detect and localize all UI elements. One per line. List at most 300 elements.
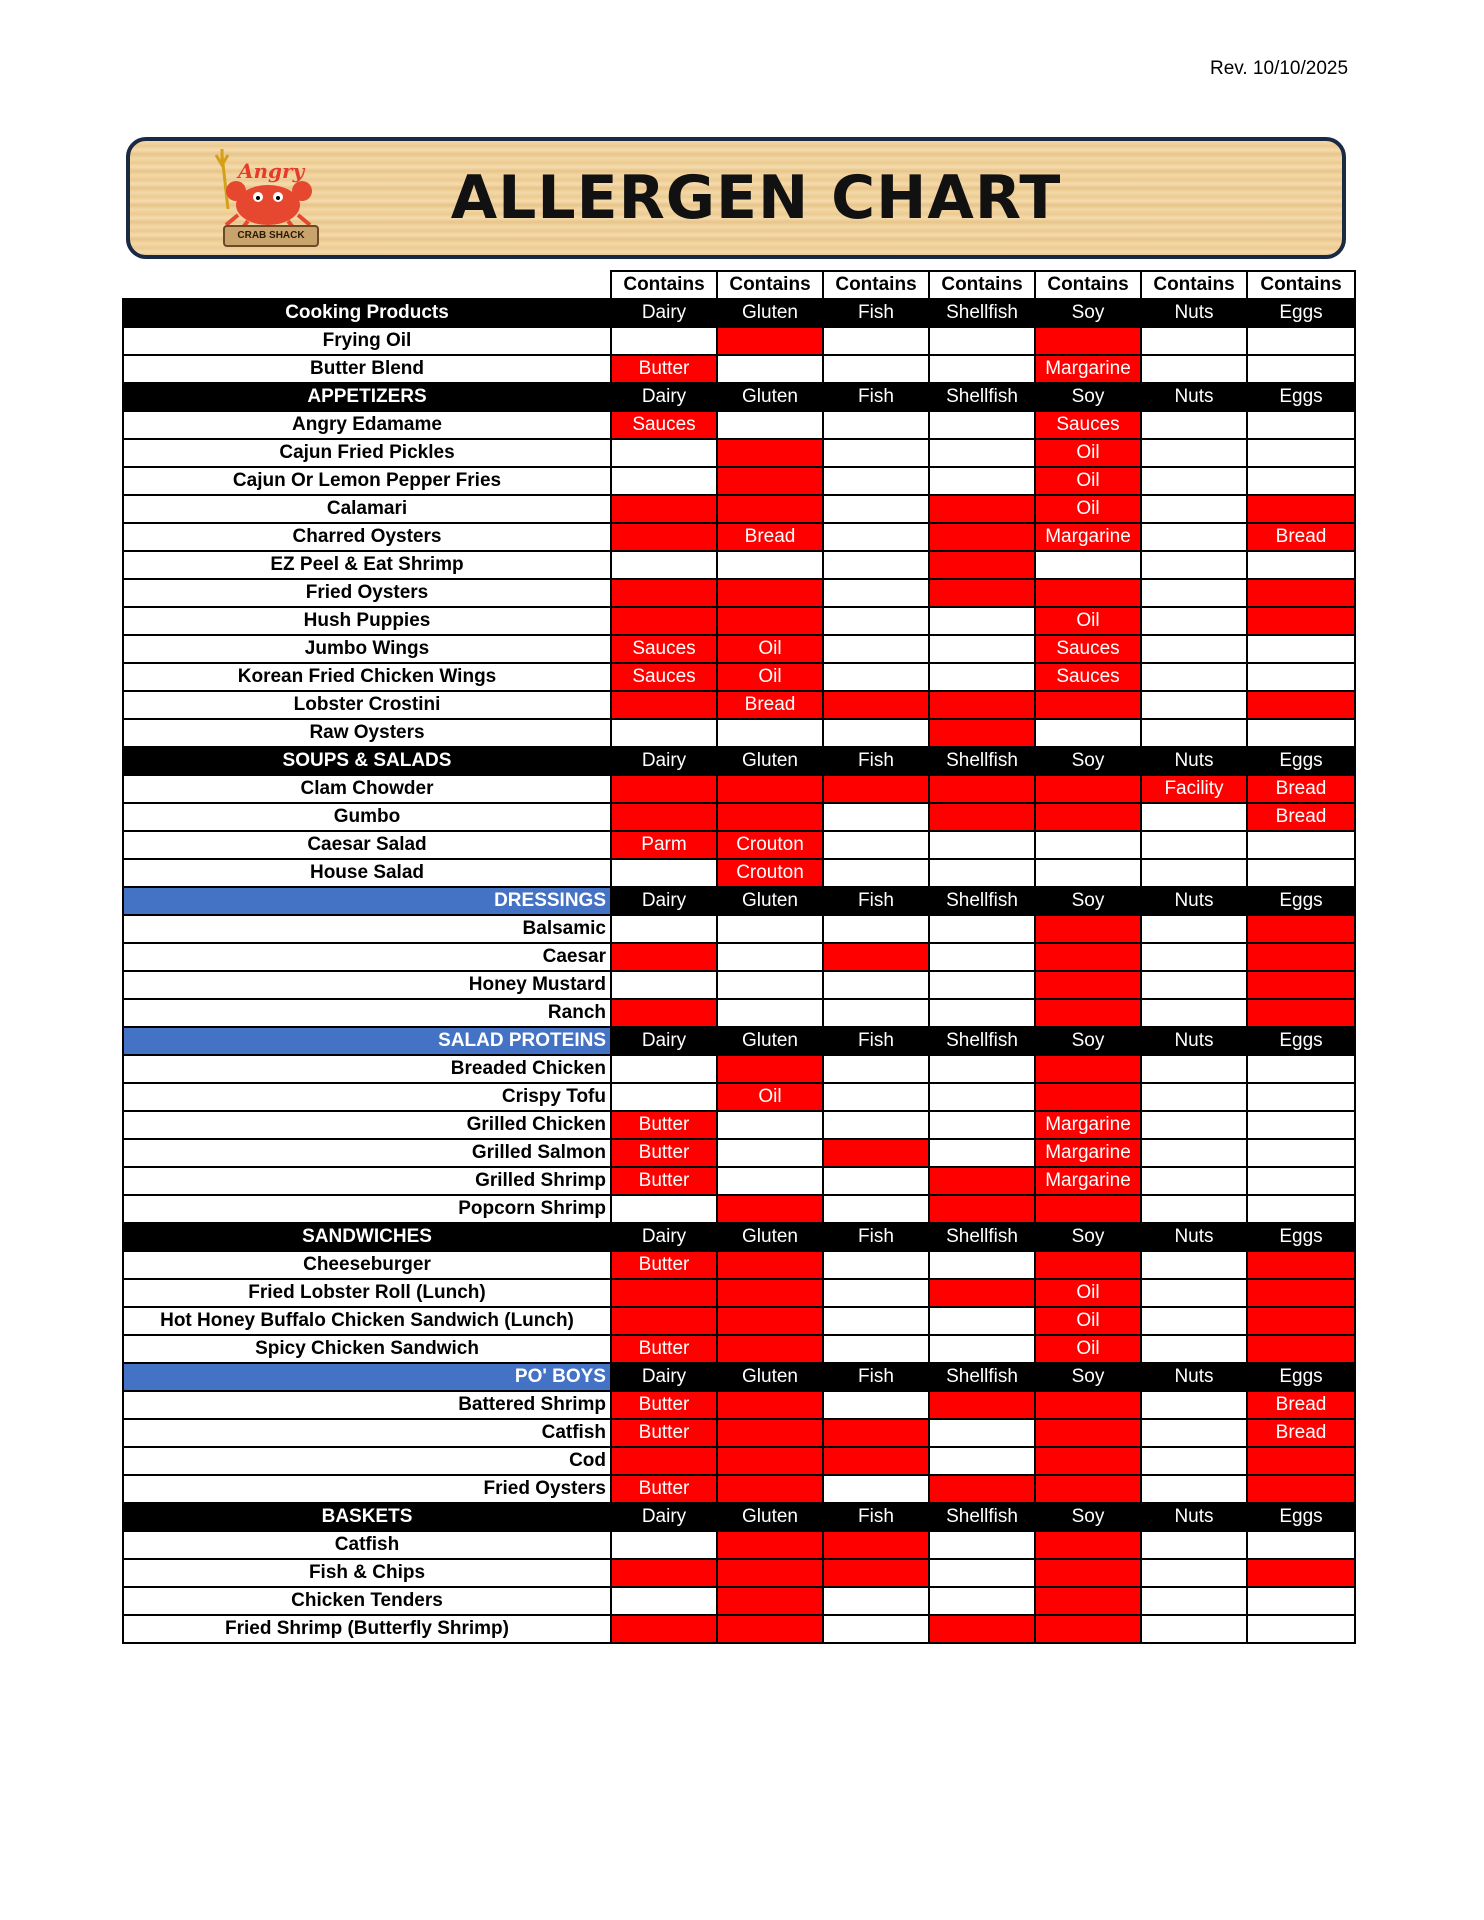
allergen-cell-gluten: [717, 1055, 823, 1083]
allergen-cell-gluten: Oil: [717, 1083, 823, 1111]
allergen-cell-dairy: Sauces: [611, 635, 717, 663]
allergen-cell-nuts: [1141, 1195, 1247, 1223]
column-header-gluten: Gluten: [717, 1223, 823, 1251]
menu-item-row: [123, 551, 1355, 579]
menu-item-row: [123, 1055, 1355, 1083]
column-header-dairy: Dairy: [611, 1363, 717, 1391]
allergen-cell-shellfish: [929, 1475, 1035, 1503]
allergen-cell-gluten: [717, 1391, 823, 1419]
allergen-cell-shellfish: [929, 467, 1035, 495]
allergen-cell-shellfish: [929, 1559, 1035, 1587]
menu-item-name: EZ Peel & Eat Shrimp: [123, 551, 611, 579]
menu-item-row: [123, 523, 1355, 551]
column-header-dairy: Dairy: [611, 1027, 717, 1055]
allergen-cell-dairy: [611, 523, 717, 551]
menu-item-name: Jumbo Wings: [123, 635, 611, 663]
allergen-cell-gluten: [717, 1475, 823, 1503]
allergen-cell-dairy: Butter: [611, 1335, 717, 1363]
menu-item-row: [123, 1167, 1355, 1195]
menu-item-row: [123, 1083, 1355, 1111]
section-title: SANDWICHES: [123, 1223, 611, 1251]
allergen-cell-gluten: [717, 495, 823, 523]
allergen-cell-eggs: [1247, 1335, 1355, 1363]
allergen-cell-dairy: Butter: [611, 1167, 717, 1195]
allergen-cell-soy: [1035, 943, 1141, 971]
section-title: PO' BOYS: [123, 1363, 611, 1391]
menu-item-row: [123, 1307, 1355, 1335]
menu-item-row: [123, 971, 1355, 999]
section-header-row: [123, 1223, 1355, 1251]
column-header-gluten: Gluten: [717, 1027, 823, 1055]
allergen-cell-shellfish: [929, 999, 1035, 1027]
menu-item-row: [123, 859, 1355, 887]
menu-item-name: Gumbo: [123, 803, 611, 831]
allergen-cell-soy: [1035, 1391, 1141, 1419]
section-title: Cooking Products: [123, 299, 611, 327]
column-header-gluten: Gluten: [717, 887, 823, 915]
menu-item-row: [123, 1419, 1355, 1447]
column-header-shellfish: Shellfish: [929, 1027, 1035, 1055]
logo-text: Angry: [238, 159, 305, 183]
allergen-cell-fish: [823, 663, 929, 691]
column-header-soy: Soy: [1035, 887, 1141, 915]
allergen-cell-soy: [1035, 327, 1141, 355]
allergen-cell-shellfish: [929, 1419, 1035, 1447]
column-header-eggs: Eggs: [1247, 383, 1355, 411]
menu-item-row: [123, 915, 1355, 943]
allergen-cell-eggs: [1247, 691, 1355, 719]
allergen-cell-fish: [823, 1447, 929, 1475]
allergen-cell-shellfish: [929, 607, 1035, 635]
allergen-cell-fish: [823, 551, 929, 579]
allergen-cell-soy: Margarine: [1035, 1167, 1141, 1195]
allergen-cell-fish: [823, 495, 929, 523]
allergen-cell-nuts: Facility: [1141, 775, 1247, 803]
allergen-cell-shellfish: [929, 1307, 1035, 1335]
allergen-cell-nuts: [1141, 1447, 1247, 1475]
allergen-cell-nuts: [1141, 1111, 1247, 1139]
allergen-cell-eggs: [1247, 663, 1355, 691]
menu-item-name: Fried Oysters: [123, 579, 611, 607]
menu-item-name: Chicken Tenders: [123, 1587, 611, 1615]
allergen-cell-nuts: [1141, 719, 1247, 747]
allergen-cell-gluten: [717, 579, 823, 607]
allergen-cell-eggs: Bread: [1247, 1391, 1355, 1419]
allergen-cell-soy: [1035, 1083, 1141, 1111]
allergen-cell-shellfish: [929, 775, 1035, 803]
menu-item-name: Cod: [123, 1447, 611, 1475]
column-header-fish: Fish: [823, 1503, 929, 1531]
menu-item-name: Clam Chowder: [123, 775, 611, 803]
menu-item-row: [123, 1251, 1355, 1279]
allergen-cell-shellfish: [929, 1531, 1035, 1559]
allergen-cell-gluten: [717, 439, 823, 467]
allergen-cell-eggs: [1247, 1587, 1355, 1615]
column-header-eggs: Eggs: [1247, 1223, 1355, 1251]
allergen-cell-soy: Oil: [1035, 607, 1141, 635]
allergen-cell-shellfish: [929, 915, 1035, 943]
allergen-cell-nuts: [1141, 999, 1247, 1027]
revision-date: Rev. 10/10/2025: [1210, 58, 1349, 79]
column-header-dairy: Dairy: [611, 383, 717, 411]
allergen-cell-nuts: [1141, 1279, 1247, 1307]
allergen-cell-soy: Margarine: [1035, 1111, 1141, 1139]
allergen-cell-nuts: [1141, 1083, 1247, 1111]
allergen-cell-soy: [1035, 1587, 1141, 1615]
menu-item-name: Korean Fried Chicken Wings: [123, 663, 611, 691]
menu-item-name: Crispy Tofu: [123, 1083, 611, 1111]
allergen-cell-eggs: [1247, 1615, 1355, 1643]
allergen-cell-shellfish: [929, 495, 1035, 523]
allergen-cell-soy: Margarine: [1035, 355, 1141, 383]
menu-item-name: Caesar: [123, 943, 611, 971]
column-header-dairy: Dairy: [611, 1223, 717, 1251]
allergen-cell-eggs: [1247, 719, 1355, 747]
allergen-cell-nuts: [1141, 1167, 1247, 1195]
allergen-cell-eggs: [1247, 355, 1355, 383]
allergen-cell-eggs: [1247, 467, 1355, 495]
menu-item-row: [123, 411, 1355, 439]
allergen-cell-soy: [1035, 1419, 1141, 1447]
allergen-cell-nuts: [1141, 1335, 1247, 1363]
column-header-fish: Fish: [823, 1223, 929, 1251]
allergen-cell-shellfish: [929, 803, 1035, 831]
allergen-cell-nuts: [1141, 1391, 1247, 1419]
allergen-cell-shellfish: [929, 635, 1035, 663]
menu-item-name: Grilled Chicken: [123, 1111, 611, 1139]
allergen-cell-nuts: [1141, 607, 1247, 635]
header-spacer: [123, 271, 611, 299]
menu-item-name: Cajun Or Lemon Pepper Fries: [123, 467, 611, 495]
allergen-cell-gluten: [717, 1139, 823, 1167]
menu-item-name: Honey Mustard: [123, 971, 611, 999]
allergen-cell-eggs: [1247, 1251, 1355, 1279]
allergen-cell-shellfish: [929, 1111, 1035, 1139]
allergen-cell-shellfish: [929, 971, 1035, 999]
section-title: SOUPS & SALADS: [123, 747, 611, 775]
allergen-cell-shellfish: [929, 1195, 1035, 1223]
allergen-cell-eggs: [1247, 1111, 1355, 1139]
column-header-gluten: Gluten: [717, 747, 823, 775]
allergen-cell-gluten: [717, 915, 823, 943]
allergen-cell-fish: [823, 1475, 929, 1503]
allergen-cell-fish: [823, 859, 929, 887]
allergen-cell-fish: [823, 327, 929, 355]
column-header-shellfish: Shellfish: [929, 383, 1035, 411]
menu-item-name: Fish & Chips: [123, 1559, 611, 1587]
allergen-cell-eggs: [1247, 1531, 1355, 1559]
column-header-fish: Fish: [823, 383, 929, 411]
menu-item-name: Charred Oysters: [123, 523, 611, 551]
menu-item-row: [123, 327, 1355, 355]
allergen-cell-fish: [823, 1055, 929, 1083]
column-header-eggs: Eggs: [1247, 1027, 1355, 1055]
allergen-cell-dairy: Sauces: [611, 663, 717, 691]
allergen-cell-eggs: [1247, 831, 1355, 859]
menu-item-row: [123, 355, 1355, 383]
allergen-cell-eggs: [1247, 1307, 1355, 1335]
menu-item-name: Butter Blend: [123, 355, 611, 383]
column-header-soy: Soy: [1035, 1503, 1141, 1531]
allergen-cell-shellfish: [929, 1335, 1035, 1363]
allergen-cell-eggs: [1247, 1083, 1355, 1111]
allergen-cell-shellfish: [929, 551, 1035, 579]
section-title: SALAD PROTEINS: [123, 1027, 611, 1055]
allergen-cell-nuts: [1141, 831, 1247, 859]
allergen-cell-shellfish: [929, 1447, 1035, 1475]
column-header-shellfish: Shellfish: [929, 1363, 1035, 1391]
allergen-cell-soy: [1035, 999, 1141, 1027]
allergen-cell-eggs: [1247, 971, 1355, 999]
allergen-cell-fish: [823, 1335, 929, 1363]
allergen-cell-fish: [823, 1531, 929, 1559]
column-header-nuts: Nuts: [1141, 747, 1247, 775]
column-header-shellfish: Shellfish: [929, 887, 1035, 915]
allergen-cell-fish: [823, 1111, 929, 1139]
menu-item-row: [123, 1279, 1355, 1307]
allergen-table: [122, 270, 1356, 1644]
allergen-cell-gluten: [717, 551, 823, 579]
allergen-cell-dairy: [611, 327, 717, 355]
menu-item-row: [123, 803, 1355, 831]
allergen-cell-eggs: [1247, 495, 1355, 523]
allergen-cell-soy: [1035, 1251, 1141, 1279]
allergen-cell-fish: [823, 943, 929, 971]
allergen-cell-dairy: [611, 1447, 717, 1475]
allergen-cell-fish: [823, 691, 929, 719]
allergen-cell-nuts: [1141, 971, 1247, 999]
column-header-soy: Soy: [1035, 383, 1141, 411]
allergen-cell-gluten: Oil: [717, 635, 823, 663]
column-header-nuts: Nuts: [1141, 1363, 1247, 1391]
column-header-fish: Fish: [823, 887, 929, 915]
menu-item-name: Caesar Salad: [123, 831, 611, 859]
menu-item-row: [123, 1195, 1355, 1223]
allergen-cell-fish: [823, 1587, 929, 1615]
allergen-cell-soy: Sauces: [1035, 635, 1141, 663]
column-header-gluten: Gluten: [717, 383, 823, 411]
allergen-cell-nuts: [1141, 1531, 1247, 1559]
column-header-eggs: Eggs: [1247, 747, 1355, 775]
allergen-cell-eggs: Bread: [1247, 1419, 1355, 1447]
allergen-cell-eggs: [1247, 1559, 1355, 1587]
allergen-cell-soy: Oil: [1035, 467, 1141, 495]
allergen-cell-gluten: [717, 1335, 823, 1363]
allergen-cell-dairy: [611, 943, 717, 971]
allergen-cell-eggs: [1247, 943, 1355, 971]
allergen-cell-eggs: [1247, 1447, 1355, 1475]
menu-item-row: [123, 1531, 1355, 1559]
allergen-cell-dairy: Butter: [611, 1139, 717, 1167]
allergen-cell-eggs: [1247, 999, 1355, 1027]
allergen-cell-fish: [823, 355, 929, 383]
allergen-cell-soy: [1035, 1447, 1141, 1475]
allergen-cell-gluten: [717, 1167, 823, 1195]
contains-label: Contains: [1141, 271, 1247, 299]
allergen-cell-shellfish: [929, 691, 1035, 719]
allergen-cell-nuts: [1141, 1419, 1247, 1447]
allergen-cell-fish: [823, 803, 929, 831]
allergen-cell-soy: Sauces: [1035, 663, 1141, 691]
allergen-cell-dairy: Sauces: [611, 411, 717, 439]
menu-item-row: [123, 775, 1355, 803]
allergen-cell-nuts: [1141, 467, 1247, 495]
menu-item-row: [123, 495, 1355, 523]
allergen-cell-shellfish: [929, 1391, 1035, 1419]
menu-item-name: Spicy Chicken Sandwich: [123, 1335, 611, 1363]
menu-item-row: [123, 1615, 1355, 1643]
allergen-cell-dairy: [611, 607, 717, 635]
allergen-cell-soy: [1035, 859, 1141, 887]
allergen-cell-dairy: [611, 691, 717, 719]
allergen-cell-dairy: Butter: [611, 1475, 717, 1503]
section-title: APPETIZERS: [123, 383, 611, 411]
allergen-cell-shellfish: [929, 831, 1035, 859]
allergen-cell-eggs: [1247, 1475, 1355, 1503]
allergen-cell-dairy: [611, 1055, 717, 1083]
allergen-cell-gluten: Crouton: [717, 831, 823, 859]
column-header-shellfish: Shellfish: [929, 747, 1035, 775]
header-banner: [126, 137, 1346, 259]
allergen-cell-eggs: [1247, 1139, 1355, 1167]
allergen-cell-shellfish: [929, 1167, 1035, 1195]
menu-item-name: Fried Shrimp (Butterfly Shrimp): [123, 1615, 611, 1643]
allergen-cell-fish: [823, 999, 929, 1027]
allergen-cell-soy: [1035, 1531, 1141, 1559]
column-header-dairy: Dairy: [611, 747, 717, 775]
menu-item-name: Lobster Crostini: [123, 691, 611, 719]
column-header-soy: Soy: [1035, 1363, 1141, 1391]
allergen-cell-nuts: [1141, 1615, 1247, 1643]
allergen-cell-fish: [823, 1251, 929, 1279]
contains-label: Contains: [611, 271, 717, 299]
allergen-cell-shellfish: [929, 579, 1035, 607]
section-title: BASKETS: [123, 1503, 611, 1531]
menu-item-name: Battered Shrimp: [123, 1391, 611, 1419]
allergen-cell-shellfish: [929, 719, 1035, 747]
allergen-cell-gluten: [717, 1447, 823, 1475]
menu-item-name: Catfish: [123, 1531, 611, 1559]
column-header-soy: Soy: [1035, 299, 1141, 327]
allergen-cell-eggs: [1247, 579, 1355, 607]
allergen-cell-shellfish: [929, 355, 1035, 383]
menu-item-row: [123, 1587, 1355, 1615]
menu-item-name: Popcorn Shrimp: [123, 1195, 611, 1223]
menu-item-row: [123, 439, 1355, 467]
menu-item-row: [123, 943, 1355, 971]
column-header-soy: Soy: [1035, 1027, 1141, 1055]
allergen-cell-nuts: [1141, 327, 1247, 355]
allergen-cell-gluten: [717, 327, 823, 355]
allergen-cell-shellfish: [929, 411, 1035, 439]
menu-item-name: Grilled Shrimp: [123, 1167, 611, 1195]
menu-item-name: Calamari: [123, 495, 611, 523]
menu-item-row: [123, 579, 1355, 607]
menu-item-row: [123, 663, 1355, 691]
allergen-cell-fish: [823, 1279, 929, 1307]
chart-title: ALLERGEN CHART: [450, 163, 1062, 233]
menu-item-row: [123, 607, 1355, 635]
allergen-cell-dairy: [611, 1587, 717, 1615]
allergen-cell-shellfish: [929, 663, 1035, 691]
allergen-cell-soy: [1035, 1195, 1141, 1223]
allergen-cell-shellfish: [929, 943, 1035, 971]
allergen-cell-fish: [823, 523, 929, 551]
column-header-soy: Soy: [1035, 1223, 1141, 1251]
column-header-nuts: Nuts: [1141, 1027, 1247, 1055]
column-header-gluten: Gluten: [717, 299, 823, 327]
allergen-cell-dairy: [611, 439, 717, 467]
allergen-cell-soy: Margarine: [1035, 1139, 1141, 1167]
allergen-cell-nuts: [1141, 691, 1247, 719]
menu-item-name: Fried Oysters: [123, 1475, 611, 1503]
allergen-cell-eggs: [1247, 859, 1355, 887]
allergen-cell-fish: [823, 579, 929, 607]
allergen-cell-fish: [823, 1083, 929, 1111]
menu-item-row: [123, 1475, 1355, 1503]
allergen-cell-dairy: [611, 495, 717, 523]
allergen-cell-gluten: Bread: [717, 523, 823, 551]
allergen-cell-eggs: [1247, 607, 1355, 635]
menu-item-name: Cajun Fried Pickles: [123, 439, 611, 467]
allergen-cell-eggs: [1247, 1195, 1355, 1223]
section-header-row: [123, 887, 1355, 915]
allergen-cell-nuts: [1141, 579, 1247, 607]
allergen-cell-nuts: [1141, 551, 1247, 579]
menu-item-name: Fried Lobster Roll (Lunch): [123, 1279, 611, 1307]
allergen-cell-dairy: [611, 999, 717, 1027]
allergen-cell-soy: Oil: [1035, 439, 1141, 467]
allergen-cell-shellfish: [929, 1279, 1035, 1307]
menu-item-name: Cheeseburger: [123, 1251, 611, 1279]
contains-header-row: [123, 271, 1355, 299]
section-header-row: [123, 1027, 1355, 1055]
menu-item-name: Catfish: [123, 1419, 611, 1447]
allergen-cell-nuts: [1141, 1475, 1247, 1503]
allergen-cell-nuts: [1141, 859, 1247, 887]
allergen-cell-shellfish: [929, 1251, 1035, 1279]
allergen-cell-soy: Oil: [1035, 495, 1141, 523]
menu-item-row: [123, 1391, 1355, 1419]
menu-item-row: [123, 691, 1355, 719]
allergen-cell-nuts: [1141, 523, 1247, 551]
allergen-cell-fish: [823, 1419, 929, 1447]
allergen-cell-eggs: [1247, 327, 1355, 355]
allergen-cell-nuts: [1141, 915, 1247, 943]
allergen-cell-gluten: [717, 1195, 823, 1223]
allergen-cell-gluten: [717, 1307, 823, 1335]
column-header-dairy: Dairy: [611, 299, 717, 327]
allergen-cell-gluten: [717, 803, 823, 831]
allergen-cell-dairy: [611, 551, 717, 579]
allergen-cell-fish: [823, 1139, 929, 1167]
allergen-cell-shellfish: [929, 1055, 1035, 1083]
allergen-cell-eggs: Bread: [1247, 523, 1355, 551]
allergen-cell-soy: [1035, 1615, 1141, 1643]
contains-label: Contains: [1247, 271, 1355, 299]
allergen-cell-eggs: Bread: [1247, 775, 1355, 803]
allergen-cell-soy: [1035, 803, 1141, 831]
allergen-cell-shellfish: [929, 523, 1035, 551]
allergen-cell-dairy: Butter: [611, 355, 717, 383]
allergen-cell-dairy: [611, 1307, 717, 1335]
allergen-cell-gluten: Crouton: [717, 859, 823, 887]
contains-label: Contains: [717, 271, 823, 299]
allergen-cell-dairy: [611, 579, 717, 607]
allergen-cell-nuts: [1141, 1587, 1247, 1615]
allergen-cell-eggs: [1247, 551, 1355, 579]
column-header-gluten: Gluten: [717, 1503, 823, 1531]
